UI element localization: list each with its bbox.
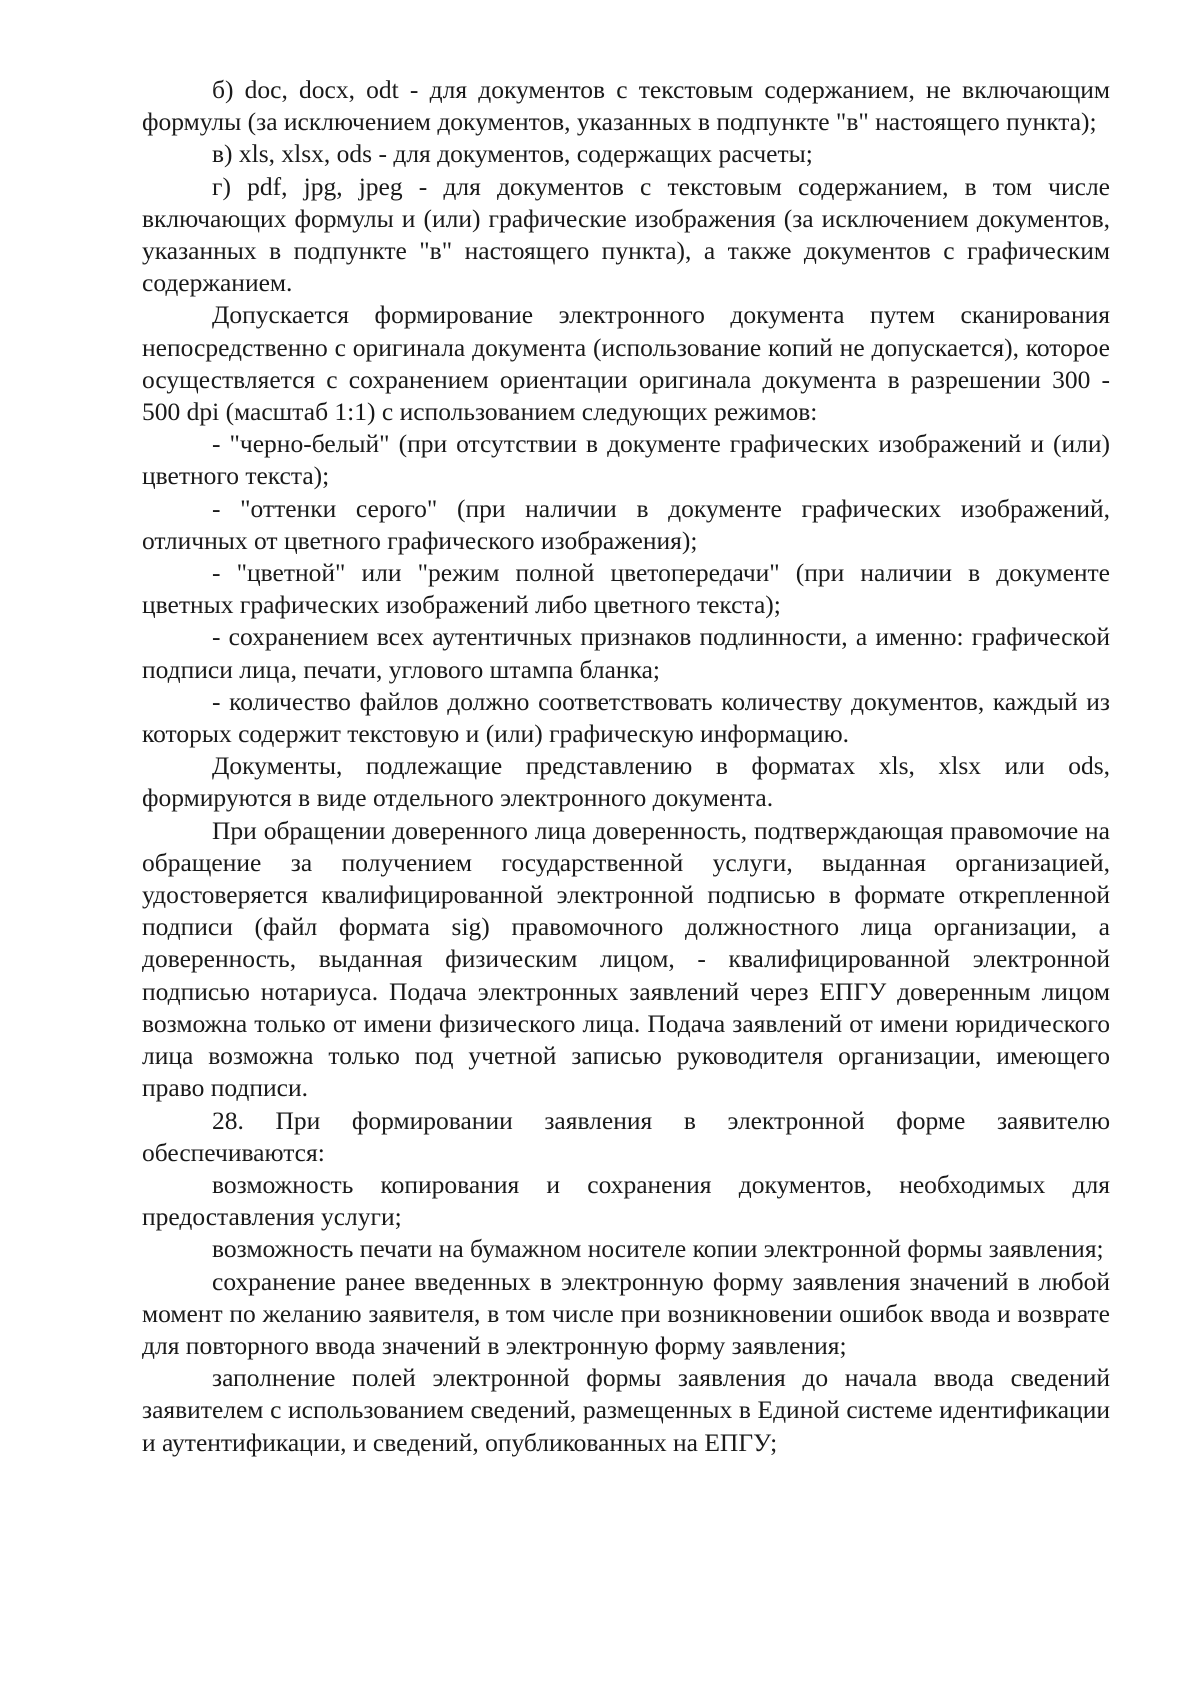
paragraph-section-28: 28. При формировании заявления в электронной форме заявителю обеспечиваются: [142, 1105, 1110, 1167]
paragraph-save-values: сохранение ранее введенных в электронную форму заявления значений в любой момент по желанию заявителя, в том числе при возникновении ошибок ввода и возврате для повторного ввода значений в электронную форму заявления; [142, 1266, 1110, 1360]
paragraph-item-v-formats: в) xls, xlsx, ods - для документов, содержащих расчеты; [212, 139, 813, 169]
paragraph-print-copy: возможность печати на бумажном носителе копии электронной формы заявления; [212, 1234, 1104, 1264]
document-page [142, 74, 1110, 1459]
paragraph-scanning-rules: Допускается формирование электронного документа путем сканирования непосредственно с оригинала документа (использование копий не допускается), которое осуществляется с сохранением ориентации оригинала документа в разрешении 300 - 500 dpi (масштаб 1:1) с использованием следующих режимов: [142, 300, 1110, 427]
paragraph-authenticity-signs: - сохранением всех аутентичных признаков подлинности, а именно: графической подписи лица, печати, углового штампа бланка; [142, 622, 1110, 684]
paragraph-item-g-formats: г) pdf, jpg, jpeg - для документов с текстовым содержанием, в том числе включающих формулы и (или) графические изображения (за исключением документов, указанных в подпункте "в" настоящего пункта), а также документов с графическим содержанием. [142, 171, 1110, 298]
paragraph-mode-black-white: - "черно-белый" (при отсутствии в документе графических изображений и (или) цветного текста); [142, 429, 1110, 491]
paragraph-copy-save: возможность копирования и сохранения документов, необходимых для предоставления услуги; [142, 1169, 1110, 1232]
paragraph-file-count: - количество файлов должно соответствовать количеству документов, каждый из которых содержит текстовую и (или) графическую информацию. [142, 686, 1110, 749]
paragraph-mode-color: - "цветной" или "режим полной цветопередачи" (при наличии в документе цветных графических изображений либо цветного текста); [142, 558, 1110, 620]
paragraph-item-b-formats: б) doc, docx, odt - для документов с текстовым содержанием, не включающим формулы (за исключением документов, указанных в подпункте "в" настоящего пункта); [142, 75, 1110, 137]
paragraph-proxy-signature: При обращении доверенного лица доверенность, подтверждающая правомочие на обращение за получением государственной услуги, выданная организацией, удостоверяется квалифицированной электронной подписью в формате открепленной подписи (файл формата sig) правомочного должностного лица организации, а доверенность, выданная физическим лицом, - квалифицированной электронной подписью нотариуса. Подача электронных заявлений через ЕПГУ доверенным лицом возможна только от имени физического лица. Подача заявлений от имени юридического лица возможна только под учетной записью руководителя организации, имеющего право подписи. [142, 815, 1110, 1103]
paragraph-autofill: заполнение полей электронной формы заявления до начала ввода сведений заявителем с использованием сведений, размещенных в Единой системе идентификации и аутентификации, и сведений, опубликованных на ЕПГУ; [142, 1363, 1110, 1457]
paragraph-mode-grayscale: - "оттенки серого" (при наличии в документе графических изображений, отличных от цветного графического изображения); [142, 493, 1110, 555]
paragraph-spreadsheet-formats: Документы, подлежащие представлению в форматах xls, xlsx или ods, формируются в виде отдельного электронного документа. [142, 751, 1110, 813]
